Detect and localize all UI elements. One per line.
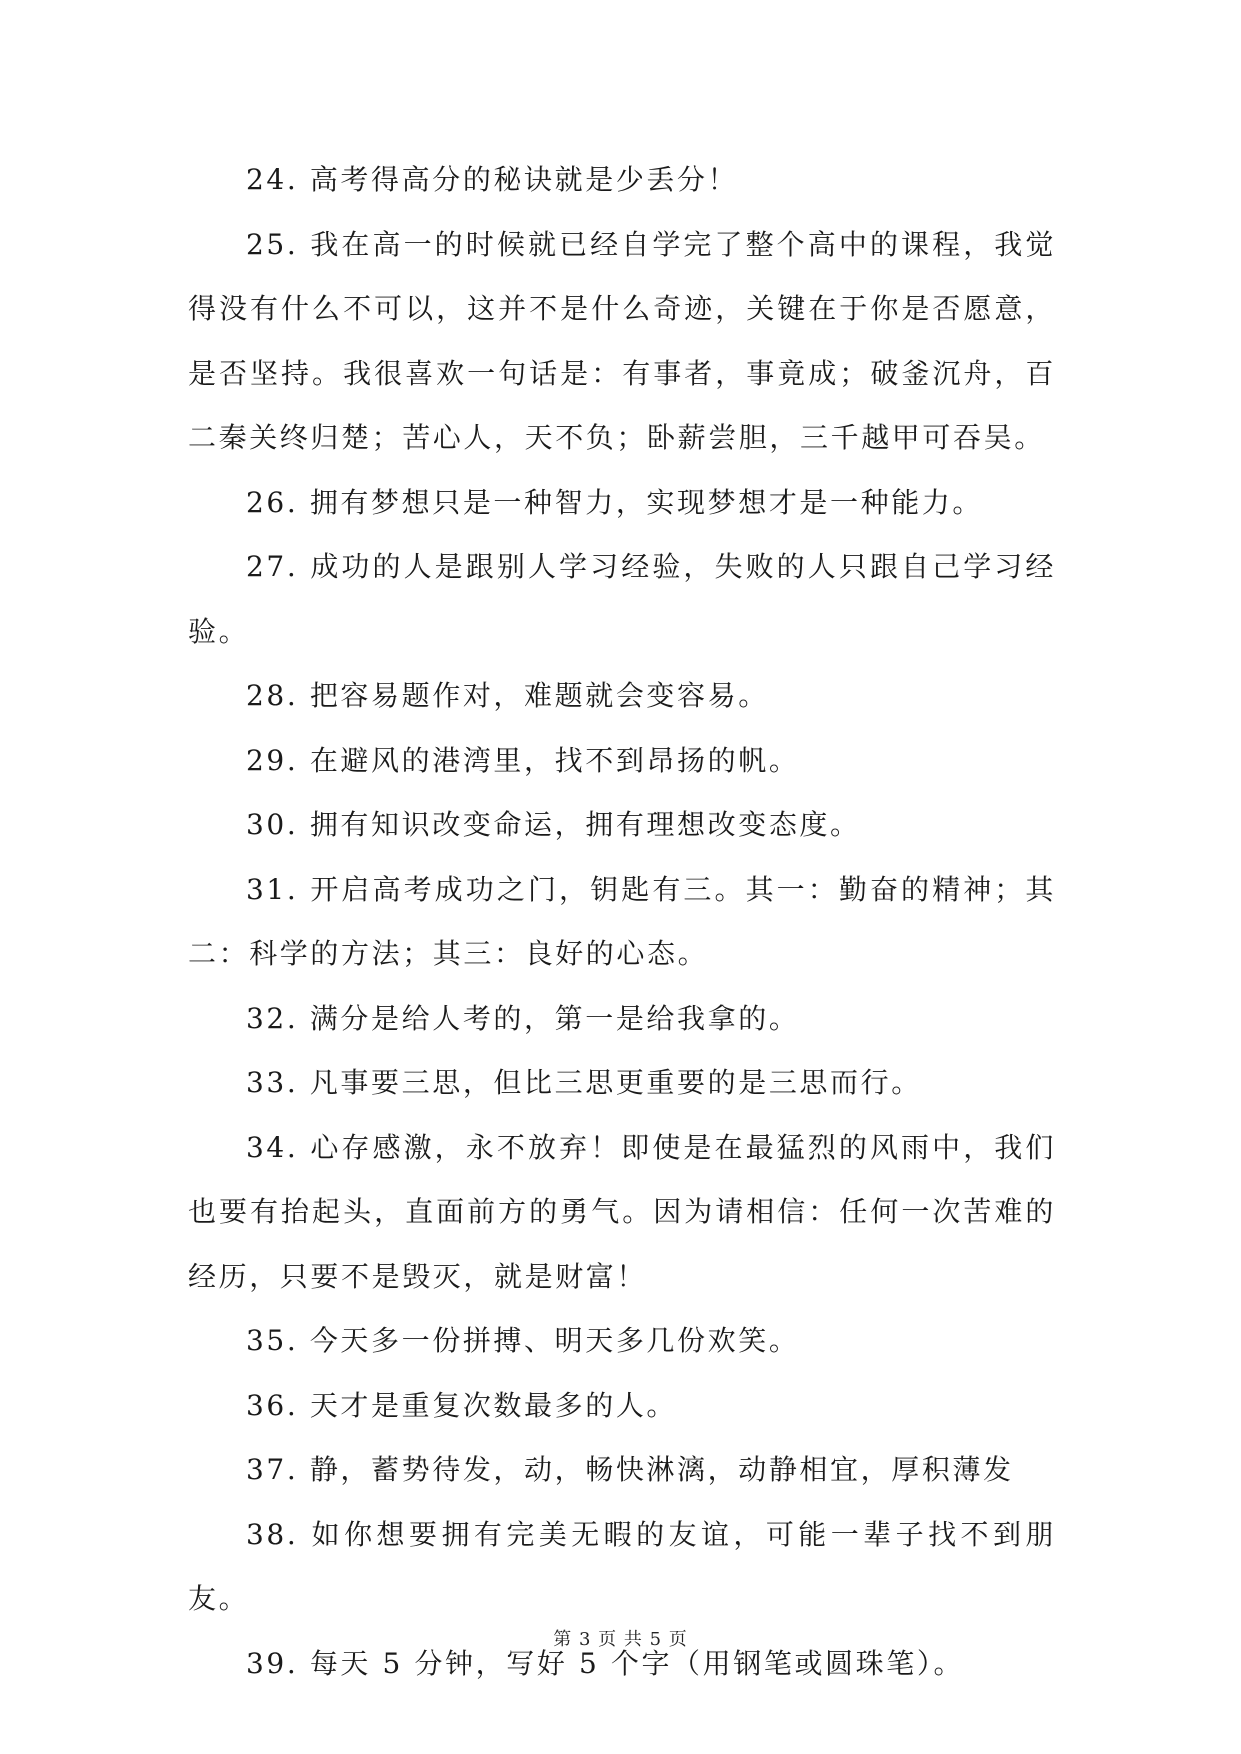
paragraph-31: 31. 开启高考成功之门，钥匙有三。其一：勤奋的精神；其二：科学的方法；其三：良好的心态。 [188,872,1056,970]
paragraph-27: 27. 成功的人是跟别人学习经验，失败的人只跟自己学习经验。 [188,550,1056,648]
paragraph-34: 34. 心存感激，永不放弃！即使是在最猛烈的风雨中，我们也要有抬起头，直面前方的勇气。因为请相信：任何一次苦难的经历，只要不是毁灭，就是财富！ [188,1130,1056,1293]
paragraph-38: 38. 如你想要拥有完美无暇的友谊，可能一辈子找不到朋友。 [188,1517,1056,1615]
paragraph-37: 37. 静，蓄势待发，动，畅快淋漓，动静相宜，厚积薄发 [246,1453,1014,1486]
paragraph-35: 35. 今天多一份拼搏、明天多几份欢笑。 [246,1324,800,1357]
page-number-footer: 第 3 页 共 5 页 [553,1629,688,1650]
paragraph-36: 36. 天才是重复次数最多的人。 [246,1388,678,1422]
paragraph-25: 25. 我在高一的时候就已经自学完了整个高中的课程，我觉得没有什么不可以，这并不是什么奇迹，关键在于你是否愿意，是否坚持。我很喜欢一句话是：有事者，事竟成；破釜沉舟，百二秦关终归楚；苦心人，天不负；卧薪尝胆，三千越甲可吞吴。 [188,227,1056,454]
paragraph-29: 29. 在避风的港湾里，找不到昂扬的帆。 [246,743,800,777]
paragraph-28: 28. 把容易题作对，难题就会变容易。 [246,679,769,712]
paragraph-33: 33. 凡事要三思，但比三思更重要的是三思而行。 [246,1066,922,1099]
paragraph-30: 30. 拥有知识改变命运，拥有理想改变态度。 [246,808,861,841]
paragraph-32: 32. 满分是给人考的，第一是给我拿的。 [246,1001,800,1035]
paragraph-26: 26. 拥有梦想只是一种智力，实现梦想才是一种能力。 [246,485,984,519]
paragraph-39: 39. 每天 5 分钟，写好 5 个字（用钢笔或圆珠笔）。 [246,1646,965,1680]
document-body [188,148,1056,1696]
paragraph-24: 24. 高考得高分的秘诀就是少丢分！ [246,163,739,196]
